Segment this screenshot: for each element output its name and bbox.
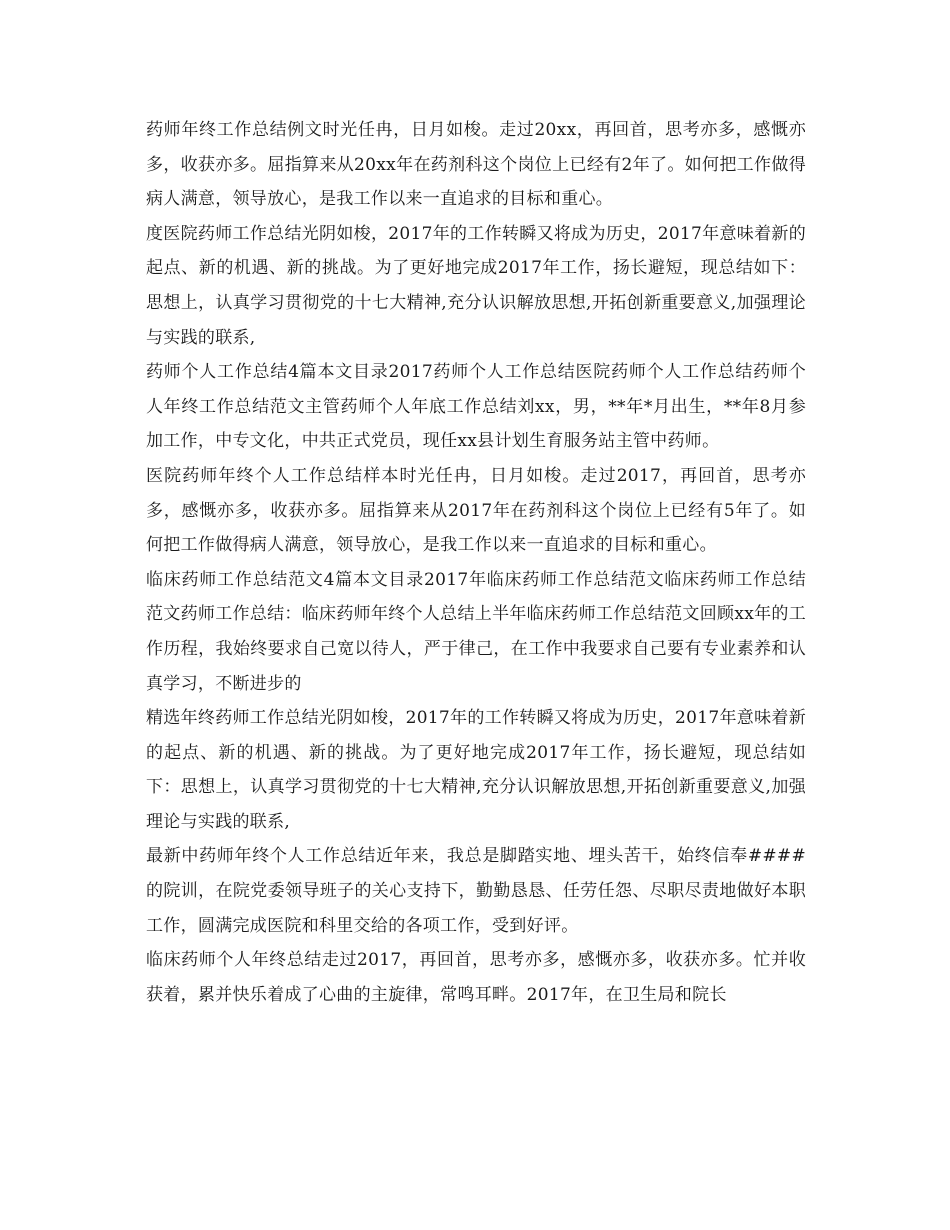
paragraph: 最新中药师年终个人工作总结近年来，我总是脚踏实地、埋头苦干，始终信奉####的院训，在院党委领导班子的关心支持下，勤勤恳恳、任劳任怨、尽职尽责地做好本职工作，圆满完成医院和科里交给的各项工作，受到好评。 (146, 846, 806, 936)
paragraph: 临床药师个人年终总结走过2017，再回首，思考亦多，感慨亦多，收获亦多。忙并收获着，累并快乐着成了心曲的主旋律，常鸣耳畔。2017年，在卫生局和院长 (146, 950, 806, 1005)
document-body (146, 113, 806, 1012)
paragraph: 临床药师工作总结范文4篇本文目录2017年临床药师工作总结范文临床药师工作总结范文药师工作总结：临床药师年终个人总结上半年临床药师工作总结范文回顾xx年的工作历程，我始终要求自己宽以待人，严于律己，在工作中我要求自己要有专业素养和认真学习，不断进步的 (146, 569, 806, 694)
paragraph: 药师年终工作总结例文时光任冉，日月如梭。走过20xx，再回首，思考亦多，感慨亦多，收获亦多。屈指算来从20xx年在药剂科这个岗位上已经有2年了。如何把工作做得病人满意，领导放心，是我工作以来一直追求的目标和重心。 (146, 120, 806, 210)
paragraph: 医院药师年终个人工作总结样本时光任冉，日月如梭。走过2017，再回首，思考亦多，感慨亦多，收获亦多。屈指算来从2017年在药剂科这个岗位上已经有5年了。如何把工作做得病人满意，领导放心，是我工作以来一直追求的目标和重心。 (146, 465, 806, 556)
paragraph: 精选年终药师工作总结光阴如梭，2017年的工作转瞬又将成为历史，2017年意味着新的起点、新的机遇、新的挑战。为了更好地完成2017年工作，扬长避短，现总结如下：思想上，认真学习贯彻党的十七大精神,充分认识解放思想,开拓创新重要意义,加强理论与实践的联系, (146, 708, 806, 832)
paragraph: 药师个人工作总结4篇本文目录2017药师个人工作总结医院药师个人工作总结药师个人年终工作总结范文主管药师个人年底工作总结刘xx，男，**年*月出生，**年8月参加工作，中专文化，中共正式党员，现任xx县计划生育服务站主管中药师。 (146, 362, 806, 452)
paragraph: 度医院药师工作总结光阴如梭，2017年的工作转瞬又将成为历史，2017年意味着新的起点、新的机遇、新的挑战。为了更好地完成2017年工作，扬长避短，现总结如下：思想上，认真学习贯彻党的十七大精神,充分认识解放思想,开拓创新重要意义,加强理论与实践的联系, (146, 223, 806, 348)
